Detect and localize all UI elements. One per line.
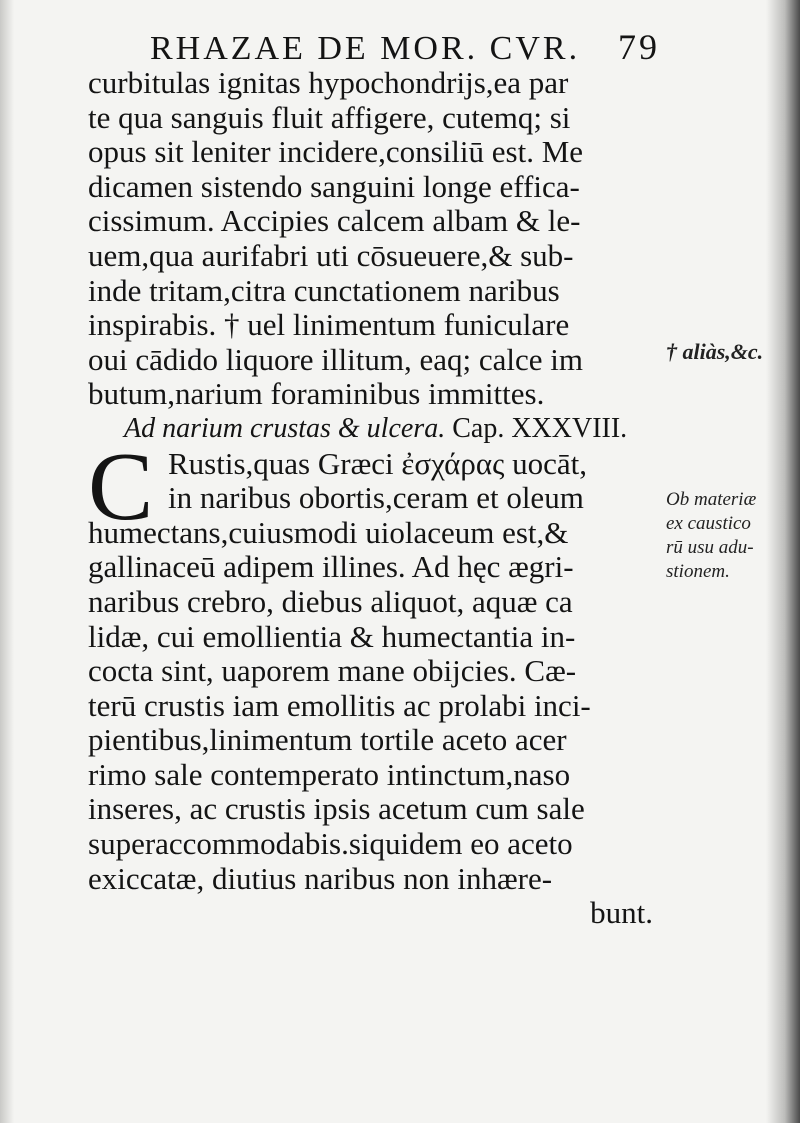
chapter-heading [88,412,653,447]
text-line: uem,qua aurifabri uti cōsueuere,& sub- [88,237,574,273]
margin-note-line: rū usu adu- [666,537,754,558]
text-line: in naribus obortis,ceram et oleum [168,480,584,516]
text-line: opus sit leniter incidere,consiliū est. Me [88,134,584,170]
text-line: terū crustis iam emollitis ac prolabi inci- [88,687,591,723]
page-edge-right [766,0,800,1123]
text-line: butum,narium foraminibus immittes. [88,376,545,412]
margin-note-line: Ob materiæ [666,489,757,510]
running-head [150,27,660,70]
text-line: curbitulas ignitas hypochondrijs,ea par [88,65,569,100]
chapter-number: Cap. XXXVIII. [452,412,628,444]
chapter-title: Ad narium crustas & ulcera. [124,412,446,444]
text-line: oui cādido liquore illitum, eaq; calce im [88,341,583,377]
margin-note-line: stionem. [666,561,730,582]
margin-note-side [666,488,756,584]
text-line-last: bunt. [590,895,653,931]
text-line: te qua sanguis fluit affigere, cutemq; si [88,99,571,135]
page-edge-left [0,0,14,1123]
text-line: humectans,cuiusmodi uiolaceum est,& [88,514,569,550]
text-line: inspirabis. † uel linimentum funiculare [88,307,570,343]
text-line: Rustis,quas Græci ἐσχάρας uocāt, [168,445,588,481]
text-line: exiccatæ, diutius naribus non inhære- [88,860,553,896]
text-line: dicamen sistendo sanguini longe effica- [88,168,580,204]
running-title: RHAZAE DE MOR. CVR. [150,30,581,67]
main-text [88,66,653,931]
text-line: rimo sale contemperato intinctum,naso [88,756,571,792]
text-line: inseres, ac crustis ipsis acetum cum sale [88,791,585,827]
text-line: inde tritam,citra cunctationem naribus [88,272,560,308]
page-number: 79 [618,27,660,67]
text-line: cocta sint, uaporem mane obijcies. Cæ- [88,653,577,689]
text-line: cissimum. Accipies calcem albam & le- [88,203,581,239]
text-line: pientibus,linimentum tortile aceto acer [88,722,567,758]
margin-note-dagger: † aliàs,&c. [666,339,764,364]
drop-cap-initial: C [88,432,154,541]
margin-note-line: ex caustico [666,513,751,534]
text-line: gallinaceū adipem illines. Ad hęc ægri- [88,549,574,585]
text-line: superaccommodabis.siquidem eo aceto [88,826,573,862]
text-line: naribus crebro, diebus aliquot, aquæ ca [88,583,573,619]
text-line: lidæ, cui emollientia & humectantia in- [88,618,576,654]
